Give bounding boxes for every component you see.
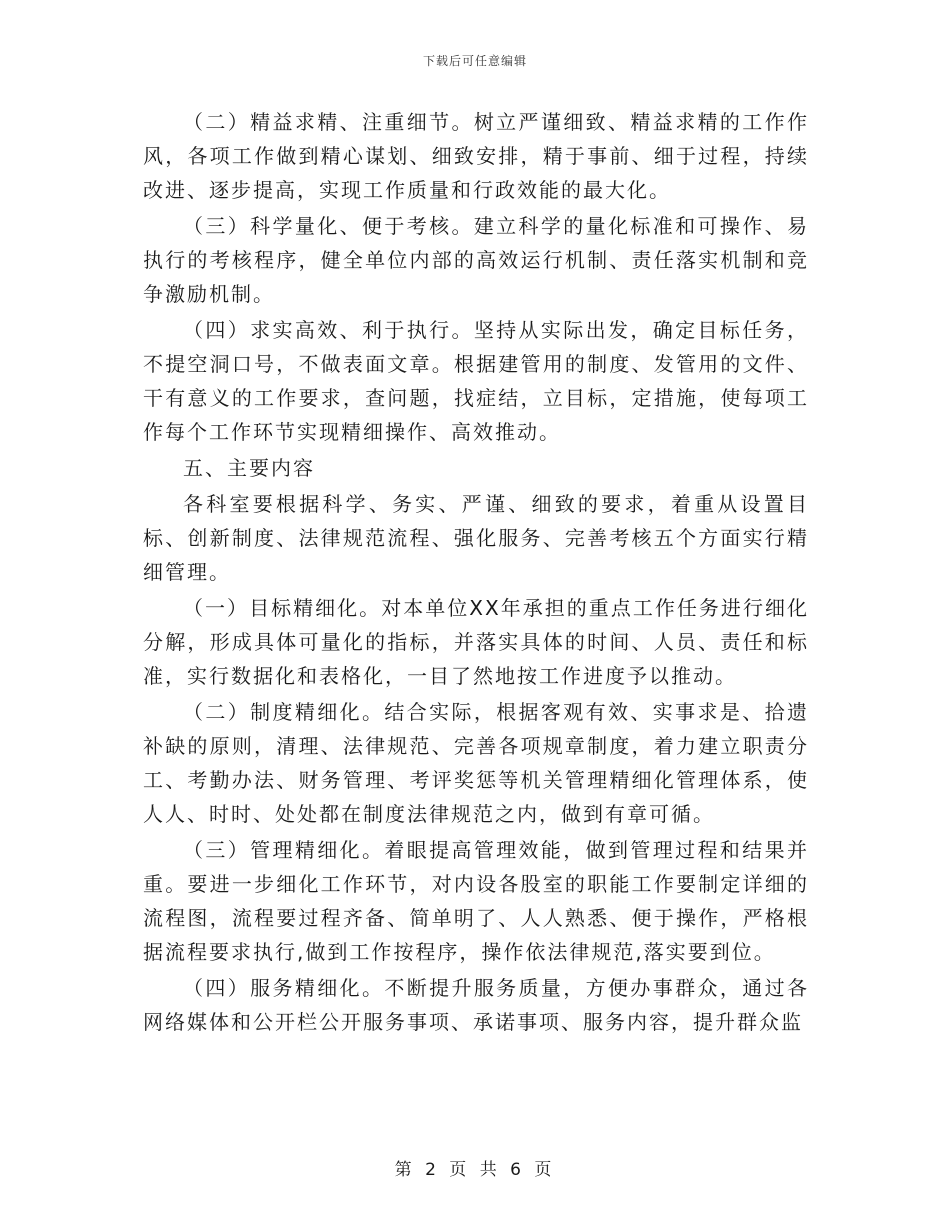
paragraph-section-intro: 各科室要根据科学、务实、严谨、细致的要求，着重从设置目标、创新制度、法律规范流程、强化服务、完善考核五个方面实行精细管理。 [143,492,809,584]
paragraph-5-3: （三）管理精细化。着眼提高管理效能，做到管理过程和结果并重。要进一步细化工作环节，对内设各股室的职能工作要制定详细的流程图，流程要过程齐备、简单明了、人人熟悉、便于操作，严格根据流程要求执行,做到工作按程序，操作依法律规范,落实要到位。 [143,838,809,964]
page-number-footer: 第 2 页 共 6 页 [394,1160,556,1180]
paragraph-2-3: （三）科学量化、便于考核。建立科学的量化标准和可操作、易执行的考核程序，健全单位内部的高效运行机制、责任落实机制和竞争激励机制。 [143,214,809,306]
paragraph-5-2: （二）制度精细化。结合实际，根据客观有效、实事求是、拾遗补缺的原则，清理、法律规范、完善各项规章制度，着力建立职责分工、考勤办法、财务管理、考评奖惩等机关管理精细化管理体系，使人人、时时、处处都在制度法律规范之内，做到有章可循。 [143,700,809,826]
paragraph-2-4: （四）求实高效、利于执行。坚持从实际出发，确定目标任务，不提空洞口号，不做表面文章。根据建管用的制度、发管用的文件、干有意义的工作要求，查问题，找症结，立目标，定措施，使每项工作每个工作环节实现精细操作、高效推动。 [143,318,809,444]
page-header: 下载后可任意编辑 [422,54,527,68]
paragraph-5-1: （一）目标精细化。对本单位XX年承担的重点工作任务进行细化分解，形成具体可量化的指标，并落实具体的时间、人员、责任和标准，实行数据化和表格化，一目了然地按工作进度予以推动。 [143,596,809,688]
section-heading-main-content: 五、主要内容 [183,456,315,480]
paragraph-2-2: （二）精益求精、注重细节。树立严谨细致、精益求精的工作作风，各项工作做到精心谋划、细致安排，精于事前、细于过程，持续改进、逐步提高，实现工作质量和行政效能的最大化。 [143,110,809,202]
paragraph-5-4: （四）服务精细化。不断提升服务质量，方便办事群众，通过各网络媒体和公开栏公开服务事项、承诺事项、服务内容，提升群众监 [143,976,809,1034]
document-body [143,105,809,1039]
